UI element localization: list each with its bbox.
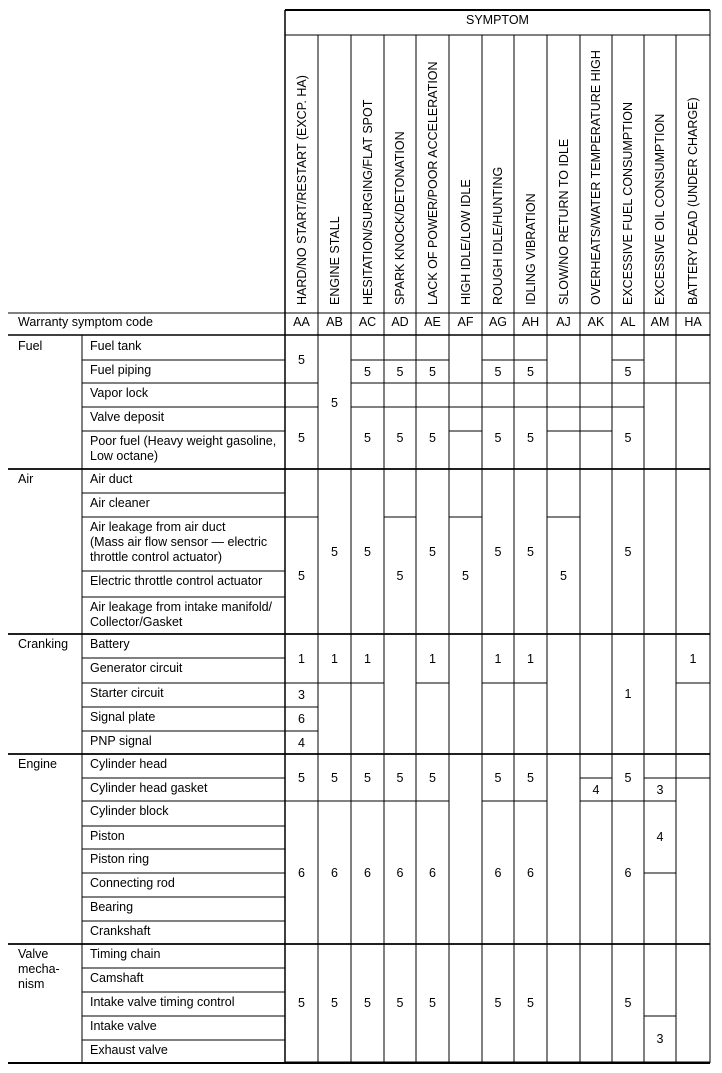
cell-value: 5 <box>494 364 502 379</box>
symptom-name-ag: ROUGH IDLE/HUNTING <box>491 166 505 305</box>
item-label-line: Valve deposit <box>90 410 165 424</box>
item-label <box>90 971 144 986</box>
item-label-line: Poor fuel (Heavy weight gasoline, <box>90 434 277 448</box>
item-label-line: Cylinder head gasket <box>90 781 208 795</box>
warranty-symptom-code-label: Warranty symptom code <box>18 315 153 329</box>
item-label <box>90 995 235 1010</box>
cell-value: 6 <box>298 712 305 726</box>
item-label-line: Intake valve <box>90 1019 157 1033</box>
cell-value: 5 <box>527 996 534 1010</box>
cell-value: 5 <box>494 996 502 1010</box>
cell-value: 4 <box>298 735 305 750</box>
cell-value: 5 <box>624 770 632 785</box>
cell-value: 1 <box>364 651 371 666</box>
cell-value: 6 <box>624 865 632 880</box>
symptom-code-ac: AC <box>358 315 377 329</box>
item-label <box>90 434 276 464</box>
item-label <box>90 410 164 425</box>
item-label <box>90 804 169 819</box>
item-label <box>90 496 150 511</box>
category-label-line: nism <box>18 977 45 991</box>
item-label <box>90 472 132 487</box>
symptom-name-ah: IDLING VIBRATION <box>523 193 538 305</box>
item-label <box>90 386 148 401</box>
cell-value: 5 <box>462 568 469 583</box>
symptom-name-am: EXCESSIVE OIL CONSUMPTION <box>653 113 667 305</box>
item-label-line: Connecting rod <box>90 876 175 890</box>
cell-value: 5 <box>331 996 338 1010</box>
item-label-line: Generator circuit <box>90 661 183 675</box>
category-label: Engine <box>18 757 57 771</box>
item-label <box>90 947 160 962</box>
item-label <box>90 1019 157 1034</box>
cell-value: 5 <box>527 431 534 445</box>
item-label-line: Intake valve timing control <box>90 995 235 1009</box>
item-label <box>90 339 141 354</box>
item-label-line: Electric throttle control actuator <box>90 574 263 588</box>
cell-value: 5 <box>298 996 305 1010</box>
item-label <box>90 781 207 796</box>
item-label <box>90 600 272 630</box>
item-label-line: Cylinder block <box>90 804 169 818</box>
item-label <box>90 637 130 652</box>
cell-value: 6 <box>429 865 436 880</box>
symptom-name-ad: SPARK KNOCK/DETONATION <box>393 131 407 305</box>
cell-value: 5 <box>396 431 404 445</box>
category-label: Cranking <box>18 637 69 651</box>
cell-value: 3 <box>656 782 664 797</box>
cell-value: 5 <box>494 431 502 445</box>
symptom-name-aa: HARD/NO START/RESTART (EXCP. HA) <box>294 75 309 305</box>
category-label <box>18 947 60 992</box>
cell-value: 5 <box>429 996 436 1010</box>
cell-value: 6 <box>298 865 305 880</box>
symptom-code-af: AF <box>457 315 474 329</box>
cell-value: 5 <box>396 996 404 1010</box>
item-label <box>90 852 149 867</box>
cell-value: 5 <box>624 431 632 445</box>
symptom-code-al: AL <box>620 315 636 329</box>
cell-value: 5 <box>396 568 404 583</box>
cell-value: 5 <box>364 431 371 445</box>
symptom-code-ae: AE <box>424 315 441 329</box>
cell-value: 5 <box>396 770 404 785</box>
symptom-name-af: HIGH IDLE/LOW IDLE <box>458 179 473 305</box>
cell-value: 5 <box>364 364 371 379</box>
item-label-line: throttle control actuator) <box>90 550 223 564</box>
category-label-line: Valve <box>18 947 49 961</box>
cell-value: 5 <box>429 431 436 445</box>
cell-value: 5 <box>298 352 305 367</box>
symptom-code-am: AM <box>650 315 670 329</box>
cell-value: 1 <box>527 651 534 666</box>
symptom-code-ab: AB <box>326 315 343 329</box>
category-label: Air <box>18 472 34 486</box>
cell-value: 5 <box>429 770 436 785</box>
symptom-name-ak: OVERHEATS/WATER TEMPERATURE HIGH <box>589 50 603 305</box>
item-label <box>90 574 262 589</box>
item-label <box>90 876 175 891</box>
cell-value: 5 <box>429 364 436 379</box>
symptom-name-ha: BATTERY DEAD (UNDER CHARGE) <box>686 97 700 305</box>
item-label <box>90 757 167 772</box>
item-label-line: Piston ring <box>90 852 150 866</box>
cell-value: 5 <box>364 770 371 785</box>
cell-value: 5 <box>396 364 404 379</box>
item-label-line: Starter circuit <box>90 686 164 700</box>
item-label <box>90 661 182 676</box>
cell-value: 5 <box>364 544 371 559</box>
symptom-header: SYMPTOM <box>466 13 529 27</box>
symptom-name-ab: ENGINE STALL <box>327 216 342 305</box>
cell-value: 4 <box>592 782 600 797</box>
cell-value: 5 <box>560 568 567 583</box>
item-label-line: Signal plate <box>90 710 156 724</box>
item-label-line: Exhaust valve <box>90 1043 168 1057</box>
item-label-line: Air duct <box>90 472 133 486</box>
cell-value: 5 <box>527 770 534 785</box>
item-label-line: Battery <box>90 637 130 651</box>
cell-value: 6 <box>527 865 534 880</box>
item-label-line: Air leakage from intake manifold/ <box>90 600 273 614</box>
cell-value: 6 <box>494 865 502 880</box>
cell-value: 5 <box>331 544 338 559</box>
symptom-name-al: EXCESSIVE FUEL CONSUMPTION <box>621 101 635 305</box>
cell-value: 6 <box>364 865 371 880</box>
cell-value: 1 <box>624 687 632 701</box>
cell-value: 5 <box>494 770 502 785</box>
cell-value: 3 <box>656 1032 664 1046</box>
cell-value: 5 <box>624 996 632 1010</box>
item-label <box>90 363 151 378</box>
symptom-code-ad: AD <box>391 315 409 329</box>
cell-value: 5 <box>298 568 305 583</box>
cell-value: 1 <box>298 651 305 666</box>
item-label-line: PNP signal <box>90 734 152 748</box>
item-label <box>90 710 155 725</box>
category-label-line: mecha- <box>18 962 60 976</box>
cell-value: 5 <box>429 544 436 559</box>
cell-value: 5 <box>527 544 534 559</box>
item-label <box>90 900 133 915</box>
symptom-code-ah: AH <box>521 315 540 329</box>
item-label-line: Collector/Gasket <box>90 615 183 629</box>
item-label-line: Fuel tank <box>90 339 142 353</box>
item-label-line: Piston <box>90 829 125 843</box>
item-label <box>90 734 152 749</box>
item-label <box>90 686 164 701</box>
item-label-line: Cylinder head <box>90 757 168 771</box>
item-label-line: Air cleaner <box>90 496 150 510</box>
cell-value: 1 <box>689 651 697 666</box>
symptom-code-ag: AG <box>488 315 508 329</box>
symptom-code-ha: HA <box>684 315 702 329</box>
cell-value: 5 <box>624 364 632 379</box>
item-label <box>90 520 267 565</box>
cell-value: 5 <box>364 996 371 1010</box>
cell-value: 6 <box>331 865 338 880</box>
symptom-code-aa: AA <box>293 315 310 329</box>
item-label <box>90 1043 168 1058</box>
category-label: Fuel <box>18 339 43 353</box>
cell-value: 5 <box>331 770 338 785</box>
item-label-line: Vapor lock <box>90 386 149 400</box>
item-label-line: Bearing <box>90 900 134 914</box>
cell-value: 4 <box>656 830 664 844</box>
cell-value: 1 <box>494 651 502 666</box>
symptom-code-aj: AJ <box>556 315 571 329</box>
item-label <box>90 924 150 939</box>
item-label-line: Crankshaft <box>90 924 151 938</box>
cell-value: 1 <box>331 651 338 666</box>
item-label-line: (Mass air flow sensor — electric <box>90 535 268 549</box>
cell-value: 5 <box>527 364 534 379</box>
item-label-line: Camshaft <box>90 971 144 985</box>
symptom-code-ak: AK <box>587 315 605 329</box>
symptom-name-ac: HESITATION/SURGING/FLAT SPOT <box>360 99 375 305</box>
cell-value: 6 <box>396 865 404 880</box>
symptom-name-aj: SLOW/NO RETURN TO IDLE <box>556 138 571 305</box>
cell-value: 1 <box>429 651 436 666</box>
symptom-name-ae: LACK OF POWER/POOR ACCELERATION <box>425 61 440 305</box>
cell-value: 5 <box>494 544 502 559</box>
cell-value: 5 <box>298 431 305 445</box>
cell-value: 5 <box>624 544 632 559</box>
item-label-line: Low octane) <box>90 449 159 463</box>
cell-value: 5 <box>331 395 338 410</box>
cell-value: 3 <box>298 688 305 702</box>
item-label-line: Fuel piping <box>90 363 152 377</box>
item-label <box>90 829 125 844</box>
cell-value: 5 <box>298 770 305 785</box>
item-label-line: Timing chain <box>90 947 161 961</box>
item-label-line: Air leakage from air duct <box>90 520 226 534</box>
